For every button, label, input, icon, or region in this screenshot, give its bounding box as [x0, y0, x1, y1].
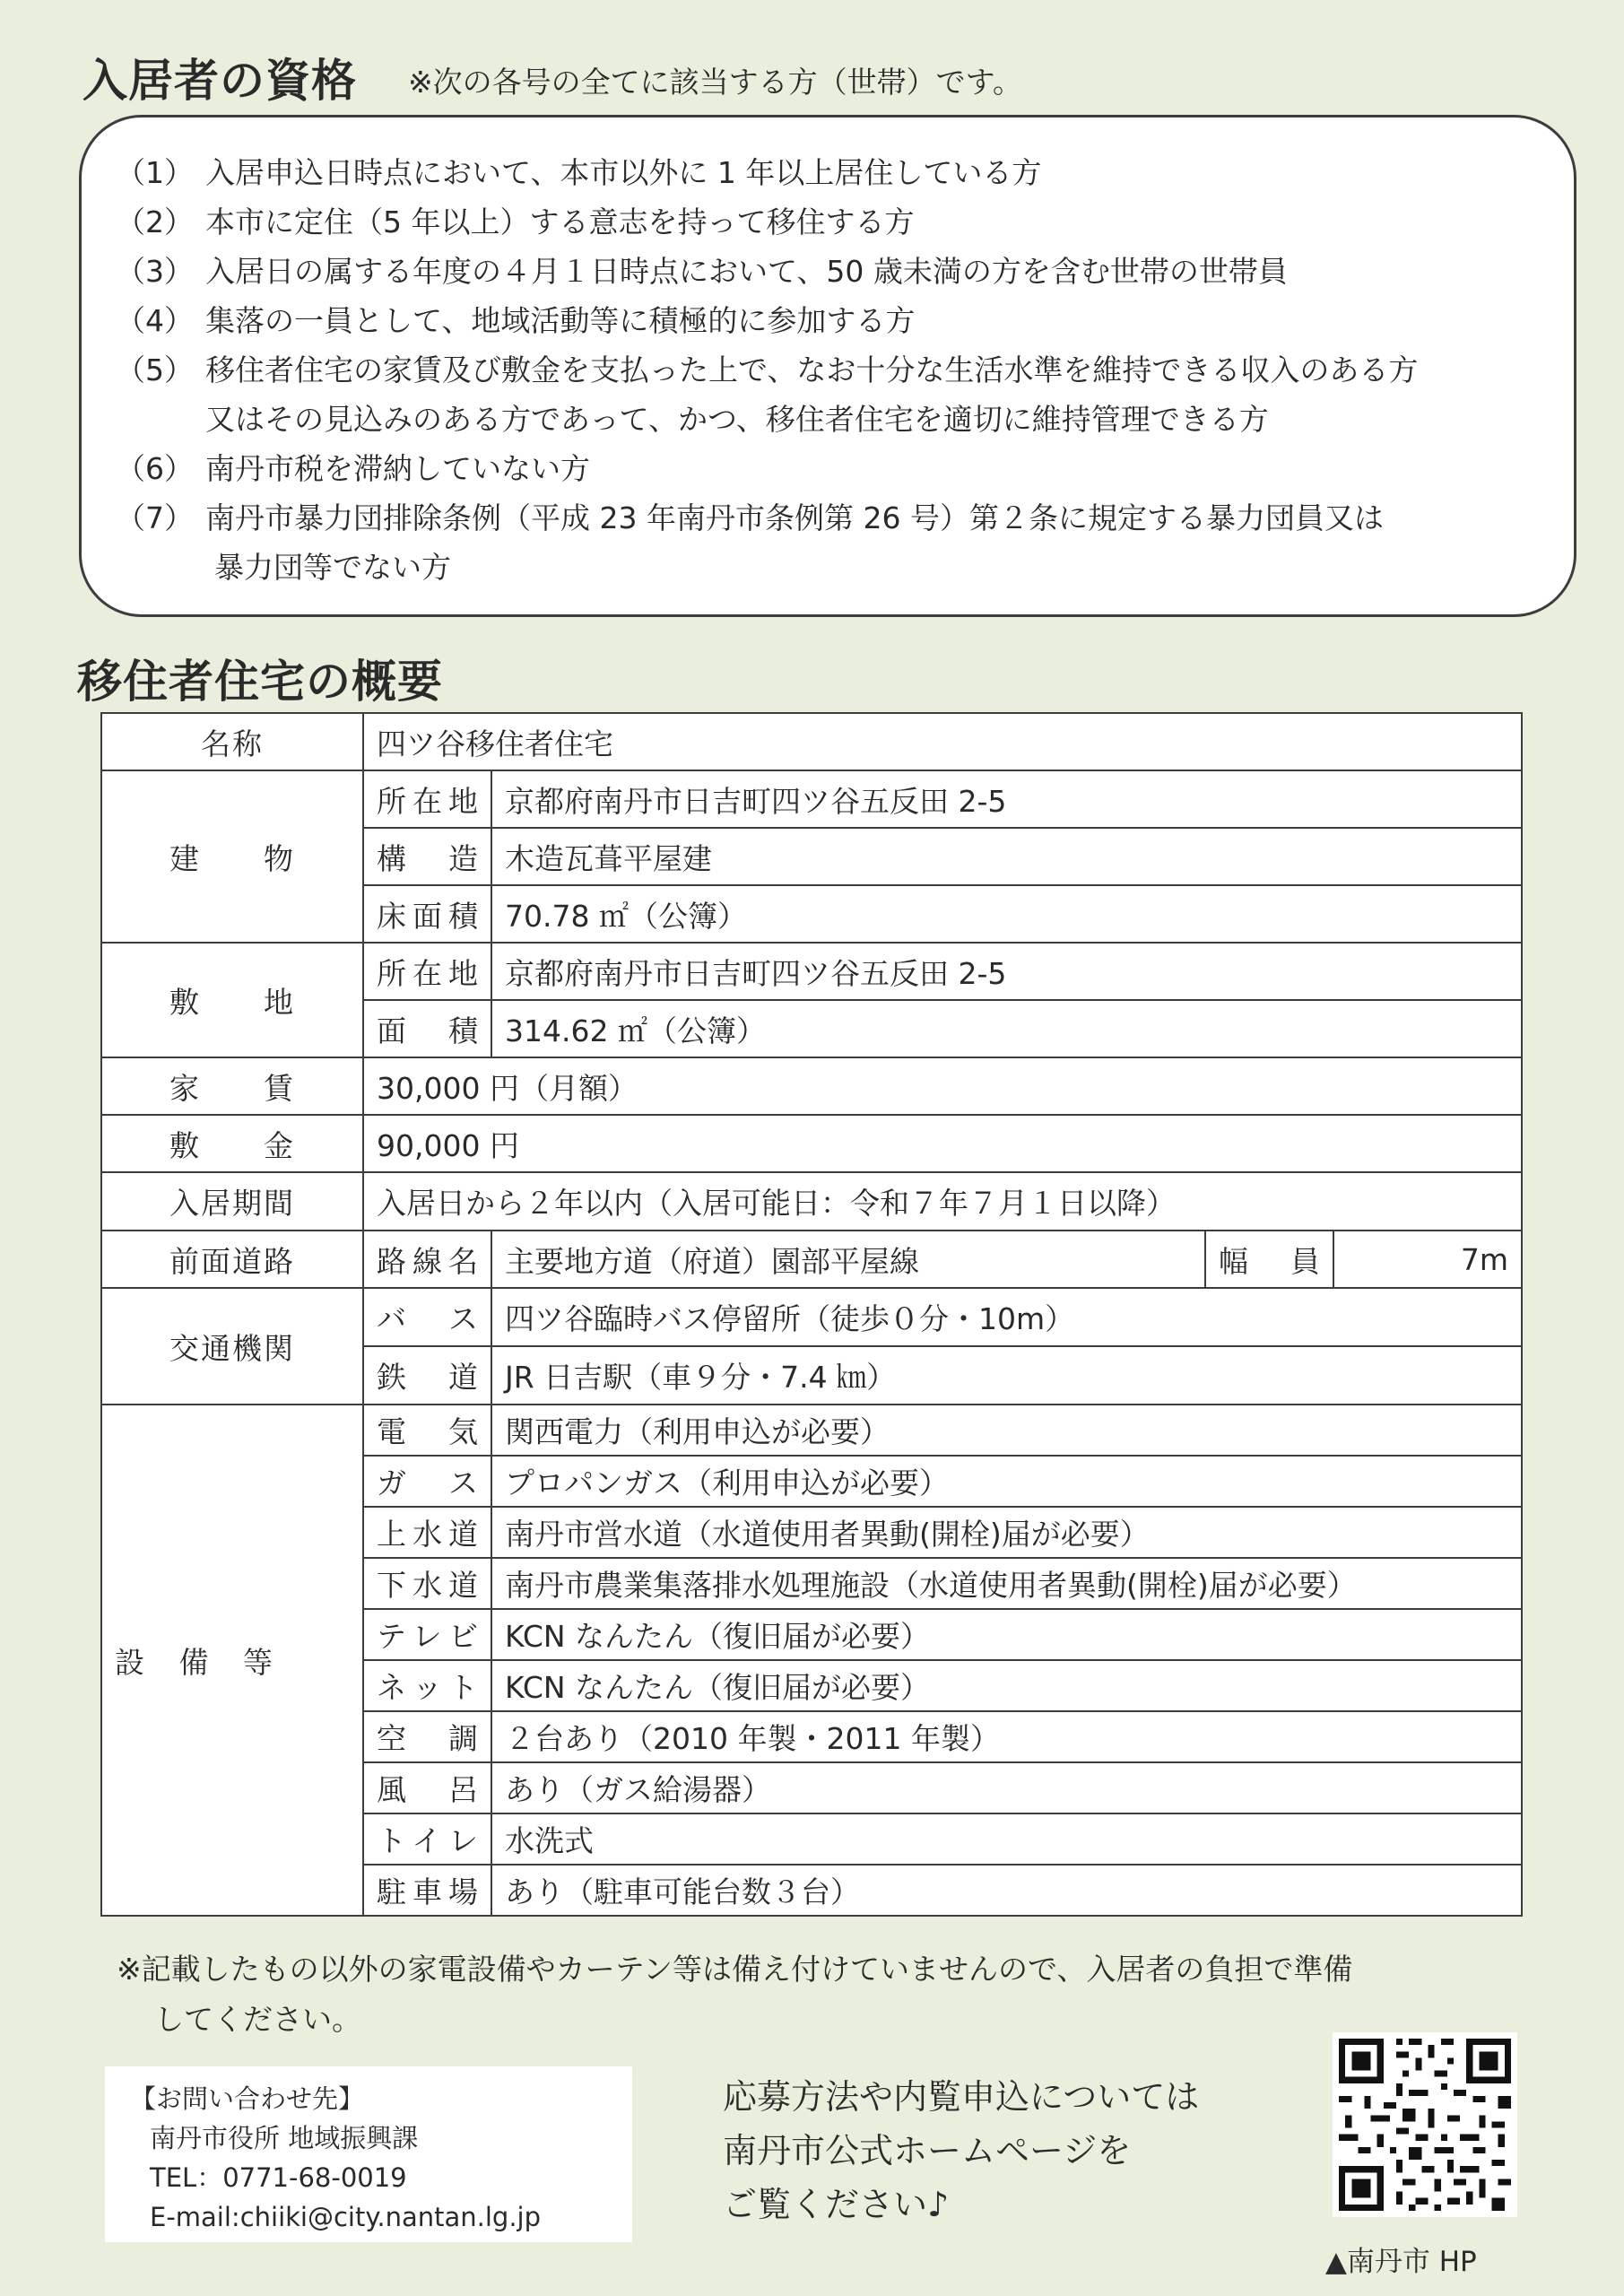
- table-row: [101, 770, 1522, 828]
- sub-label: バ ス: [363, 1288, 491, 1346]
- sub-label: 下水道: [363, 1558, 491, 1609]
- table-row: [101, 1057, 1522, 1115]
- contact-heading: 【お問い合わせ先】: [130, 2083, 365, 2114]
- item-text-continued: 暴力団等でない方: [214, 550, 451, 585]
- row-label-period: 入居期間: [101, 1172, 363, 1231]
- sub-value: 四ツ谷臨時バス停留所（徒歩０分・10m）: [491, 1288, 1522, 1346]
- row-label-deposit: 敷 金: [101, 1115, 363, 1172]
- table-row: [101, 713, 1522, 770]
- qualification-item: [116, 247, 1538, 296]
- qualification-box: [79, 115, 1576, 617]
- sub-value: KCN なんたん（復旧届が必要）: [491, 1660, 1522, 1711]
- sub-label: 電 気: [363, 1405, 491, 1456]
- qualification-note: ※次の各号の全てに該当する方（世帯）です。: [408, 65, 1023, 100]
- sub-label: ガ ス: [363, 1456, 491, 1507]
- sub-value: あり（駐車可能台数３台）: [491, 1865, 1522, 1916]
- row-label-road: 前面道路: [101, 1231, 363, 1288]
- sub-value: 関西電力（利用申込が必要）: [491, 1405, 1522, 1456]
- qualification-item: [116, 197, 1538, 247]
- table-row: [101, 1172, 1522, 1231]
- item-text-continued: 又はその見込みのある方であって、かつ、移住者住宅を適切に維持管理できる方: [205, 402, 1269, 437]
- table-row: [101, 1115, 1522, 1172]
- row-label-facilities: 設 備 等: [101, 1405, 363, 1916]
- item-text: 南丹市税を滞納していない方: [205, 451, 590, 486]
- qr-code-icon: [1333, 2032, 1517, 2217]
- apply-line: ご覧ください♪: [723, 2185, 950, 2224]
- sub-label: 所在地: [363, 943, 491, 1000]
- overview-title: 移住者住宅の概要: [77, 656, 443, 708]
- contact-box: [105, 2066, 632, 2242]
- sub-value: ２台あり（2010 年製・2011 年製）: [491, 1711, 1522, 1762]
- road-width-label: 幅 員: [1205, 1231, 1333, 1288]
- item-number: （7）: [116, 500, 194, 535]
- table-row: [101, 1405, 1522, 1456]
- item-number: （1）: [116, 155, 194, 190]
- footnote-line: ※記載したもの以外の家電設備やカーテン等は備え付けていませんので、入居者の負担で準備: [117, 1952, 1353, 1987]
- row-label-name: 名称: [101, 713, 363, 770]
- apply-line: 応募方法や内覧申込については: [723, 2077, 1200, 2117]
- sub-value: 京都府南丹市日吉町四ツ谷五反田 2-5: [491, 770, 1522, 828]
- sub-value: プロパンガス（利用申込が必要）: [491, 1456, 1522, 1507]
- item-text: 南丹市暴力団排除条例（平成 23 年南丹市条例第 26 号）第２条に規定する暴力団員又は: [205, 500, 1384, 535]
- sub-label: 鉄 道: [363, 1346, 491, 1405]
- sub-value: 主要地方道（府道）園部平屋線: [491, 1231, 1205, 1288]
- sub-value: 水洗式: [491, 1813, 1522, 1865]
- sub-value: 314.62 ㎡（公簿）: [491, 1000, 1522, 1057]
- row-label-transport: 交通機関: [101, 1288, 363, 1405]
- qualification-title: 入居者の資格: [83, 55, 357, 107]
- sub-value: KCN なんたん（復旧届が必要）: [491, 1609, 1522, 1660]
- sub-value: 70.78 ㎡（公簿）: [491, 885, 1522, 943]
- qualification-item: [116, 345, 1538, 395]
- item-text: 集落の一員として、地域活動等に積極的に参加する方: [205, 303, 916, 338]
- sub-label: 駐車場: [363, 1865, 491, 1916]
- sub-value: 京都府南丹市日吉町四ツ谷五反田 2-5: [491, 943, 1522, 1000]
- sub-label: テレビ: [363, 1609, 491, 1660]
- sub-label: 構 造: [363, 828, 491, 885]
- road-width-value: 7m: [1333, 1231, 1522, 1288]
- sub-label: 上水道: [363, 1507, 491, 1558]
- contact-office: 南丹市役所 地域振興課: [150, 2123, 419, 2153]
- sub-label: 空 調: [363, 1711, 491, 1762]
- item-number: （5）: [116, 352, 194, 387]
- item-text: 入居日の属する年度の４月１日時点において、50 歳未満の方を含む世帯の世帯員: [205, 254, 1288, 289]
- row-value-period: 入居日から２年以内（入居可能日：令和７年７月１日以降）: [363, 1172, 1522, 1231]
- qr-code[interactable]: [1333, 2032, 1517, 2217]
- sub-value: 木造瓦葺平屋建: [491, 828, 1522, 885]
- table-row: [101, 943, 1522, 1000]
- sub-label: トイレ: [363, 1813, 491, 1865]
- sub-label: 床面積: [363, 885, 491, 943]
- row-label-rent: 家 賃: [101, 1057, 363, 1115]
- sub-value: 南丹市農業集落排水処理施設（水道使用者異動(開栓)届が必要）: [491, 1558, 1522, 1609]
- row-value-rent: 30,000 円（月額）: [363, 1057, 1522, 1115]
- qualification-item: [116, 493, 1538, 543]
- table-row: [101, 1288, 1522, 1346]
- item-number: （6）: [116, 451, 194, 486]
- table-row: [101, 1231, 1522, 1288]
- item-number: （4）: [116, 303, 194, 338]
- item-text: 移住者住宅の家賃及び敷金を支払った上で、なお十分な生活水準を維持できる収入のある方: [205, 352, 1419, 387]
- row-value-name: 四ツ谷移住者住宅: [363, 713, 1522, 770]
- item-number: （2）: [116, 204, 194, 239]
- sub-value: 南丹市営水道（水道使用者異動(開栓)届が必要）: [491, 1507, 1522, 1558]
- sub-label: ネット: [363, 1660, 491, 1711]
- sub-value: JR 日吉駅（車９分・7.4 ㎞）: [491, 1346, 1522, 1405]
- item-text: 入居申込日時点において、本市以外に 1 年以上居住している方: [205, 155, 1042, 190]
- sub-label: 風 呂: [363, 1762, 491, 1813]
- footnote-line: してください。: [154, 2002, 361, 2037]
- contact-email: E-mail:chiiki@city.nantan.lg.jp: [150, 2202, 542, 2232]
- footnote: [117, 1944, 1533, 2045]
- contact-tel: TEL：0771-68-0019: [150, 2162, 407, 2193]
- qr-caption: ▲南丹市 HP: [1325, 2246, 1477, 2278]
- sub-label: 所在地: [363, 770, 491, 828]
- overview-table: [100, 712, 1523, 1917]
- apply-line: 南丹市公式ホームページを: [723, 2131, 1132, 2170]
- sub-value: あり（ガス給湯器）: [491, 1762, 1522, 1813]
- row-label-building: 建 物: [101, 770, 363, 943]
- apply-message: [723, 2070, 1199, 2231]
- sub-label: 路線名: [363, 1231, 491, 1288]
- qualification-item: [116, 148, 1538, 197]
- item-text: 本市に定住（5 年以上）する意志を持って移住する方: [205, 204, 915, 239]
- item-number: （3）: [116, 254, 194, 289]
- sub-label: 面 積: [363, 1000, 491, 1057]
- row-value-deposit: 90,000 円: [363, 1115, 1522, 1172]
- row-label-land: 敷 地: [101, 943, 363, 1057]
- qualification-item: [116, 444, 1538, 493]
- qualification-item: [116, 296, 1538, 345]
